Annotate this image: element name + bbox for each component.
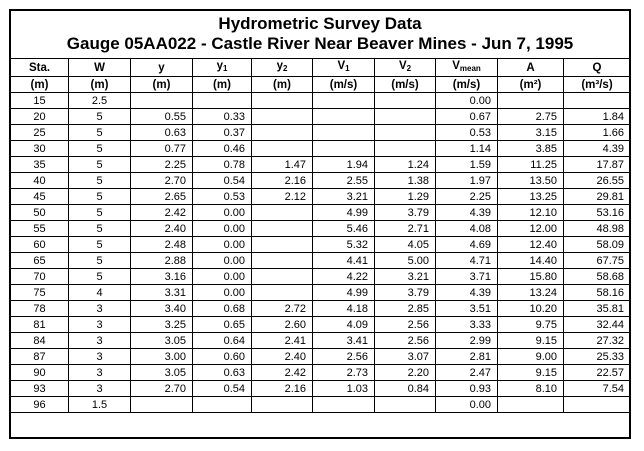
column-header-a <box>498 59 564 77</box>
cell-sta: 45 <box>11 189 69 205</box>
column-header-symbol: y <box>216 60 223 72</box>
cell-q <box>564 397 631 413</box>
cell-w: 3 <box>69 317 131 333</box>
cell-v2: 3.79 <box>375 285 436 301</box>
cell-y2 <box>252 253 313 269</box>
cell-w: 3 <box>69 381 131 397</box>
cell-y2: 1.47 <box>252 157 313 173</box>
cell-w: 3 <box>69 365 131 381</box>
cell-a: 12.40 <box>498 237 564 253</box>
cell-y2: 2.41 <box>252 333 313 349</box>
column-header-subscript: 1 <box>345 64 350 73</box>
cell-q: 26.55 <box>564 173 631 189</box>
cell-q: 53.16 <box>564 205 631 221</box>
table-row <box>11 109 631 125</box>
cell-y1: 0.46 <box>193 141 252 157</box>
cell-y2 <box>252 109 313 125</box>
cell-y: 3.05 <box>131 365 193 381</box>
cell-y <box>131 397 193 413</box>
cell-y1: 0.54 <box>193 173 252 189</box>
cell-w: 1.5 <box>69 397 131 413</box>
column-unit-a: (m²) <box>498 77 564 93</box>
column-header-y <box>131 59 193 77</box>
cell-sta: 75 <box>11 285 69 301</box>
cell-y1: 0.00 <box>193 285 252 301</box>
cell-vmean: 4.39 <box>436 285 498 301</box>
column-header-subscript: 2 <box>282 64 288 73</box>
table-row <box>11 125 631 141</box>
cell-y2 <box>252 93 313 109</box>
cell-y2 <box>252 125 313 141</box>
cell-sta: 20 <box>11 109 69 125</box>
cell-vmean: 2.25 <box>436 189 498 205</box>
cell-a: 9.00 <box>498 349 564 365</box>
header-row-units <box>11 77 631 93</box>
cell-y1: 0.00 <box>193 205 252 221</box>
cell-q <box>564 93 631 109</box>
cell-q: 17.87 <box>564 157 631 173</box>
table-row <box>11 301 631 317</box>
cell-a: 13.50 <box>498 173 564 189</box>
cell-w: 3 <box>69 333 131 349</box>
table-row <box>11 365 631 381</box>
cell-vmean: 2.81 <box>436 349 498 365</box>
cell-v1: 4.09 <box>313 317 375 333</box>
cell-vmean: 0.53 <box>436 125 498 141</box>
column-header-y1 <box>193 59 252 77</box>
cell-y: 0.77 <box>131 141 193 157</box>
cell-vmean: 0.93 <box>436 381 498 397</box>
cell-sta: 35 <box>11 157 69 173</box>
cell-y <box>131 93 193 109</box>
cell-y1: 0.00 <box>193 253 252 269</box>
cell-v2 <box>375 109 436 125</box>
cell-sta: 84 <box>11 333 69 349</box>
cell-sta: 55 <box>11 221 69 237</box>
column-unit-y2: (m) <box>252 77 313 93</box>
cell-vmean: 1.97 <box>436 173 498 189</box>
cell-v2: 3.21 <box>375 269 436 285</box>
column-unit-vmean: (m/s) <box>436 77 498 93</box>
cell-y: 3.31 <box>131 285 193 301</box>
table-row <box>11 237 631 253</box>
cell-vmean: 3.51 <box>436 301 498 317</box>
table-row <box>11 141 631 157</box>
column-header-subscript: mean <box>459 64 481 73</box>
cell-y2: 2.12 <box>252 189 313 205</box>
cell-w: 5 <box>69 237 131 253</box>
cell-y2: 2.40 <box>252 349 313 365</box>
cell-q: 1.66 <box>564 125 631 141</box>
cell-a: 11.25 <box>498 157 564 173</box>
column-header-symbol: V <box>398 60 407 72</box>
cell-y: 3.25 <box>131 317 193 333</box>
cell-vmean: 2.99 <box>436 333 498 349</box>
cell-y2 <box>252 285 313 301</box>
cell-v1 <box>313 141 375 157</box>
column-unit-y1: (m) <box>193 77 252 93</box>
cell-q: 22.57 <box>564 365 631 381</box>
cell-sta: 65 <box>11 253 69 269</box>
column-header-symbol: V <box>337 60 346 72</box>
cell-v1: 5.32 <box>313 237 375 253</box>
cell-q: 58.09 <box>564 237 631 253</box>
column-header-symbol: Sta. <box>28 61 51 74</box>
cell-y2 <box>252 141 313 157</box>
cell-v1: 4.22 <box>313 269 375 285</box>
cell-a: 9.15 <box>498 365 564 381</box>
cell-v2: 1.29 <box>375 189 436 205</box>
cell-vmean: 0.00 <box>436 397 498 413</box>
cell-vmean: 3.33 <box>436 317 498 333</box>
cell-v1 <box>313 125 375 141</box>
survey-table-body <box>11 93 631 413</box>
table-row <box>11 93 631 109</box>
cell-y: 2.70 <box>131 173 193 189</box>
sheet-subtitle: Gauge 05AA022 - Castle River Near Beaver Mines - Jun 7, 1995 <box>66 34 574 53</box>
cell-sta: 70 <box>11 269 69 285</box>
cell-v2: 2.85 <box>375 301 436 317</box>
cell-q: 35.81 <box>564 301 631 317</box>
cell-y2 <box>252 237 313 253</box>
cell-y1: 0.33 <box>193 109 252 125</box>
cell-a: 12.10 <box>498 205 564 221</box>
cell-sta: 78 <box>11 301 69 317</box>
cell-y: 2.70 <box>131 381 193 397</box>
cell-vmean: 0.67 <box>436 109 498 125</box>
cell-v1: 3.41 <box>313 333 375 349</box>
cell-v2: 3.07 <box>375 349 436 365</box>
table-row <box>11 333 631 349</box>
cell-y: 2.25 <box>131 157 193 173</box>
table-row <box>11 205 631 221</box>
cell-y2 <box>252 205 313 221</box>
cell-vmean: 3.71 <box>436 269 498 285</box>
cell-y2 <box>252 397 313 413</box>
cell-w: 3 <box>69 301 131 317</box>
cell-sta: 87 <box>11 349 69 365</box>
table-row <box>11 317 631 333</box>
cell-a: 3.15 <box>498 125 564 141</box>
column-header-symbol: y <box>276 60 283 72</box>
cell-q: 67.75 <box>564 253 631 269</box>
cell-sta: 40 <box>11 173 69 189</box>
cell-y1: 0.68 <box>193 301 252 317</box>
cell-w: 5 <box>69 173 131 189</box>
cell-w: 4 <box>69 285 131 301</box>
cell-w: 5 <box>69 253 131 269</box>
cell-v2 <box>375 125 436 141</box>
cell-v1: 4.18 <box>313 301 375 317</box>
cell-vmean: 1.59 <box>436 157 498 173</box>
cell-y1: 0.00 <box>193 269 252 285</box>
cell-v2: 2.71 <box>375 221 436 237</box>
cell-y: 2.42 <box>131 205 193 221</box>
column-unit-y: (m) <box>131 77 193 93</box>
column-header-y2 <box>252 59 313 77</box>
cell-y2: 2.16 <box>252 381 313 397</box>
survey-table <box>10 58 631 413</box>
column-unit-v1: (m/s) <box>313 77 375 93</box>
cell-y1 <box>193 397 252 413</box>
cell-q: 25.33 <box>564 349 631 365</box>
cell-a: 9.15 <box>498 333 564 349</box>
cell-v2: 1.24 <box>375 157 436 173</box>
cell-w: 5 <box>69 205 131 221</box>
cell-w: 5 <box>69 157 131 173</box>
cell-y2: 2.72 <box>252 301 313 317</box>
cell-vmean: 4.71 <box>436 253 498 269</box>
cell-sta: 50 <box>11 205 69 221</box>
cell-a: 15.80 <box>498 269 564 285</box>
column-unit-w: (m) <box>69 77 131 93</box>
cell-y2 <box>252 221 313 237</box>
cell-a: 2.75 <box>498 109 564 125</box>
cell-v2: 5.00 <box>375 253 436 269</box>
cell-v2: 2.56 <box>375 333 436 349</box>
cell-v2 <box>375 141 436 157</box>
cell-v2: 3.79 <box>375 205 436 221</box>
cell-vmean: 4.39 <box>436 205 498 221</box>
cell-v2 <box>375 93 436 109</box>
cell-v1: 3.21 <box>313 189 375 205</box>
cell-sta: 96 <box>11 397 69 413</box>
table-row <box>11 381 631 397</box>
cell-v1 <box>313 397 375 413</box>
cell-v2: 4.05 <box>375 237 436 253</box>
cell-y: 2.65 <box>131 189 193 205</box>
cell-a: 14.40 <box>498 253 564 269</box>
column-header-subscript: 2 <box>406 64 412 73</box>
column-header-symbol: W <box>94 61 105 74</box>
cell-y1: 0.78 <box>193 157 252 173</box>
cell-a: 3.85 <box>498 141 564 157</box>
cell-y: 3.05 <box>131 333 193 349</box>
cell-sta: 81 <box>11 317 69 333</box>
header-row-names <box>11 59 631 77</box>
cell-y1: 0.53 <box>193 189 252 205</box>
cell-a: 8.10 <box>498 381 564 397</box>
cell-a: 13.25 <box>498 189 564 205</box>
cell-v1: 2.56 <box>313 349 375 365</box>
column-header-q <box>564 59 631 77</box>
cell-y1: 0.54 <box>193 381 252 397</box>
cell-v2: 2.20 <box>375 365 436 381</box>
cell-y1: 0.00 <box>193 221 252 237</box>
column-header-symbol: V <box>452 60 460 72</box>
table-row <box>11 253 631 269</box>
cell-y1: 0.37 <box>193 125 252 141</box>
cell-vmean: 0.00 <box>436 93 498 109</box>
cell-q: 7.54 <box>564 381 631 397</box>
cell-y2: 2.42 <box>252 365 313 381</box>
cell-q: 32.44 <box>564 317 631 333</box>
cell-sta: 93 <box>11 381 69 397</box>
cell-q: 29.81 <box>564 189 631 205</box>
cell-w: 3 <box>69 349 131 365</box>
cell-y: 3.40 <box>131 301 193 317</box>
cell-y2 <box>252 269 313 285</box>
column-header-w <box>69 59 131 77</box>
cell-vmean: 1.14 <box>436 141 498 157</box>
cell-a: 13.24 <box>498 285 564 301</box>
column-header-subscript: 1 <box>222 64 228 73</box>
table-row <box>11 269 631 285</box>
cell-sta: 25 <box>11 125 69 141</box>
cell-y1: 0.65 <box>193 317 252 333</box>
cell-v1: 2.73 <box>313 365 375 381</box>
column-header-v2 <box>375 59 436 77</box>
cell-w: 5 <box>69 269 131 285</box>
cell-y: 2.40 <box>131 221 193 237</box>
column-header-symbol: y <box>158 61 165 74</box>
cell-v1: 1.94 <box>313 157 375 173</box>
cell-v1: 1.03 <box>313 381 375 397</box>
cell-y: 3.16 <box>131 269 193 285</box>
cell-v2: 1.38 <box>375 173 436 189</box>
table-row <box>11 221 631 237</box>
table-row <box>11 189 631 205</box>
cell-v1: 5.46 <box>313 221 375 237</box>
cell-y: 2.48 <box>131 237 193 253</box>
cell-w: 5 <box>69 125 131 141</box>
cell-q: 4.39 <box>564 141 631 157</box>
cell-vmean: 4.69 <box>436 237 498 253</box>
cell-y2: 2.60 <box>252 317 313 333</box>
cell-a <box>498 397 564 413</box>
cell-v1: 2.55 <box>313 173 375 189</box>
cell-v1: 4.99 <box>313 285 375 301</box>
cell-sta: 15 <box>11 93 69 109</box>
cell-v1 <box>313 93 375 109</box>
cell-w: 2.5 <box>69 93 131 109</box>
cell-y1: 0.60 <box>193 349 252 365</box>
column-unit-sta: (m) <box>11 77 69 93</box>
cell-v2: 2.56 <box>375 317 436 333</box>
column-header-symbol: Q <box>592 61 602 74</box>
cell-q: 58.68 <box>564 269 631 285</box>
cell-y2: 2.16 <box>252 173 313 189</box>
cell-vmean: 2.47 <box>436 365 498 381</box>
column-header-sta <box>11 59 69 77</box>
cell-sta: 30 <box>11 141 69 157</box>
column-header-symbol: A <box>526 61 535 74</box>
cell-w: 5 <box>69 141 131 157</box>
cell-a: 9.75 <box>498 317 564 333</box>
table-row <box>11 173 631 189</box>
cell-sta: 60 <box>11 237 69 253</box>
cell-q: 27.32 <box>564 333 631 349</box>
cell-q: 48.98 <box>564 221 631 237</box>
cell-y: 2.88 <box>131 253 193 269</box>
cell-v1: 4.99 <box>313 205 375 221</box>
cell-w: 5 <box>69 221 131 237</box>
column-header-v1 <box>313 59 375 77</box>
sheet-title: Hydrometric Survey Data <box>218 14 422 33</box>
cell-v2 <box>375 397 436 413</box>
cell-v2: 0.84 <box>375 381 436 397</box>
table-row <box>11 349 631 365</box>
cell-y: 3.00 <box>131 349 193 365</box>
cell-sta: 90 <box>11 365 69 381</box>
cell-a <box>498 93 564 109</box>
cell-v1 <box>313 109 375 125</box>
column-unit-v2: (m/s) <box>375 77 436 93</box>
cell-y1: 0.64 <box>193 333 252 349</box>
survey-data-sheet <box>9 9 631 439</box>
table-row <box>11 157 631 173</box>
cell-q: 1.84 <box>564 109 631 125</box>
cell-vmean: 4.08 <box>436 221 498 237</box>
cell-w: 5 <box>69 189 131 205</box>
cell-w: 5 <box>69 109 131 125</box>
cell-v1: 4.41 <box>313 253 375 269</box>
cell-y1 <box>193 93 252 109</box>
column-unit-q: (m³/s) <box>564 77 631 93</box>
cell-a: 10.20 <box>498 301 564 317</box>
cell-y1: 0.63 <box>193 365 252 381</box>
cell-y1: 0.00 <box>193 237 252 253</box>
cell-y: 0.63 <box>131 125 193 141</box>
cell-a: 12.00 <box>498 221 564 237</box>
table-row <box>11 397 631 413</box>
table-row <box>11 285 631 301</box>
cell-y: 0.55 <box>131 109 193 125</box>
column-header-vmean <box>436 59 498 77</box>
cell-q: 58.16 <box>564 285 631 301</box>
